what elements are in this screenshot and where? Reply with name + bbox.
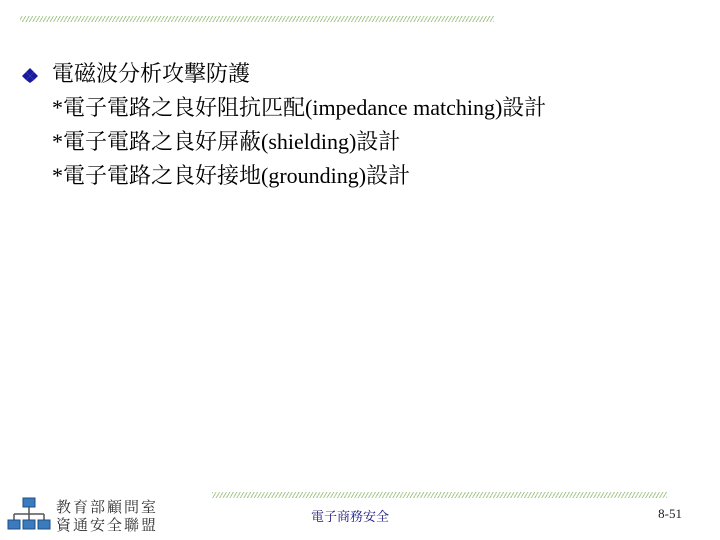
logo-line-1: 教育部顧問室 (56, 498, 159, 516)
sub-item (22, 162, 702, 196)
page-number: 8-51 (658, 506, 682, 521)
diamond-bullet-icon (22, 67, 38, 83)
slide-content (22, 60, 702, 196)
network-logo-icon (6, 496, 52, 536)
bullet-heading: 電磁波分析攻擊防護 (52, 61, 251, 86)
bottom-decorative-rule (212, 492, 667, 498)
organization-logo (6, 496, 176, 536)
logo-line-2: 資通安全聯盟 (56, 516, 159, 534)
sub-item-text: *電子電路之良好阻抗匹配(impedance matching)設計 (52, 95, 547, 120)
sub-item (22, 94, 702, 128)
top-decorative-rule (20, 16, 494, 22)
logo-text (56, 498, 158, 534)
sub-item (22, 128, 702, 162)
bullet-heading-row (22, 60, 702, 94)
sub-item-text: *電子電路之良好接地(grounding)設計 (52, 163, 411, 188)
sub-item-text: *電子電路之良好屏蔽(shielding)設計 (52, 129, 401, 154)
footer-title: 電子商務安全 (310, 510, 389, 525)
